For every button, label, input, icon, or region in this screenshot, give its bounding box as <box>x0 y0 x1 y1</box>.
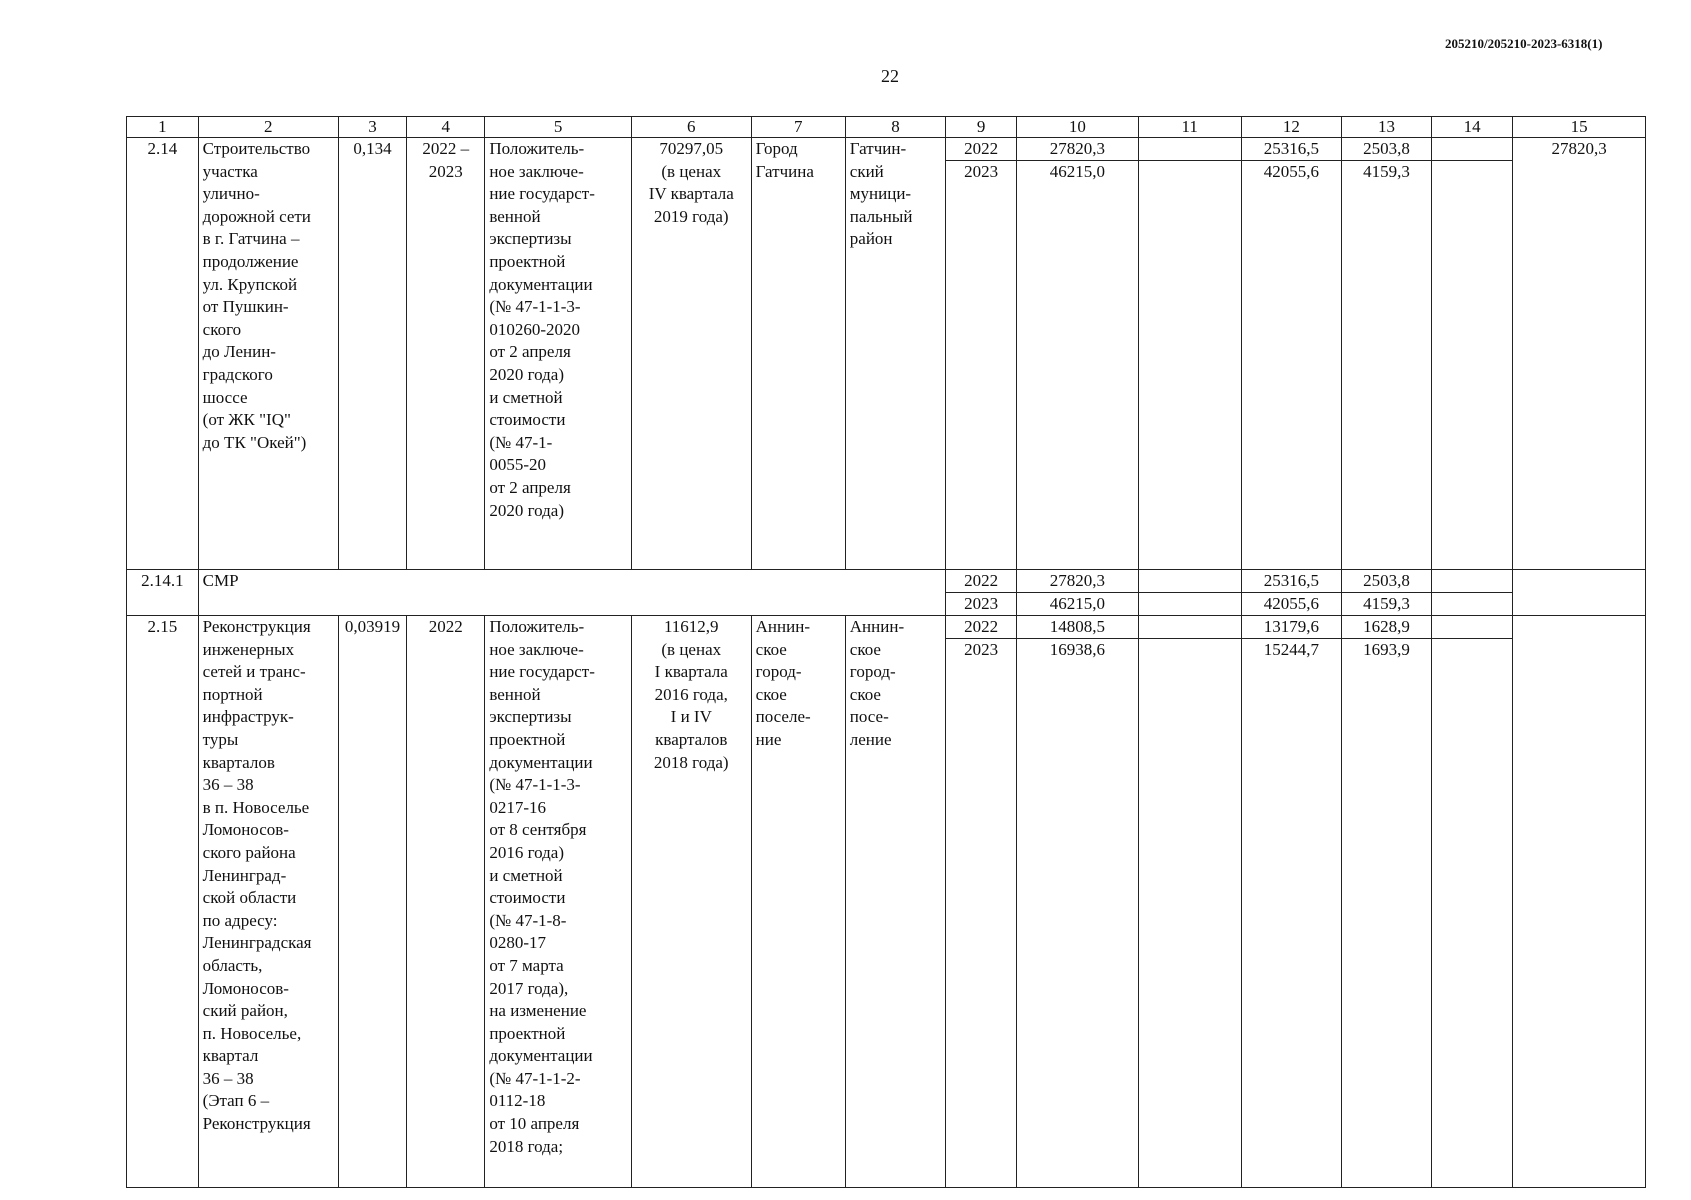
value-cell: 27820,3 <box>1016 570 1138 593</box>
row-number: 2.14.1 <box>127 570 199 616</box>
value-cell <box>1138 570 1241 593</box>
table-row <box>127 616 1646 639</box>
capacity: 0,03919 <box>338 616 406 1188</box>
total-cell <box>1513 570 1646 616</box>
value-cell: 42055,6 <box>1241 161 1342 570</box>
district: Гатчин- ский муници- пальный район <box>845 138 946 570</box>
col-header: 12 <box>1241 117 1342 138</box>
value-cell <box>1431 593 1512 616</box>
year-cell: 2023 <box>946 593 1017 616</box>
col-header: 10 <box>1016 117 1138 138</box>
value-cell <box>1431 639 1512 1188</box>
value-cell <box>1138 138 1241 161</box>
value-cell <box>1431 616 1512 639</box>
value-cell <box>1138 161 1241 570</box>
period: 2022 <box>407 616 485 1188</box>
value-cell: 42055,6 <box>1241 593 1342 616</box>
col-header: 7 <box>751 117 845 138</box>
cost: 11612,9 (в ценах I квартала 2016 года, I и IV кварталов 2018 года) <box>631 616 751 1188</box>
value-cell <box>1138 593 1241 616</box>
value-cell: 25316,5 <box>1241 570 1342 593</box>
table-row <box>127 138 1646 161</box>
value-cell <box>1431 161 1512 570</box>
period: 2022 – 2023 <box>407 138 485 570</box>
year-cell: 2023 <box>946 639 1017 1188</box>
row-number: 2.15 <box>127 616 199 1188</box>
value-cell: 4159,3 <box>1342 161 1432 570</box>
total-cell <box>1513 616 1646 1188</box>
table-frame <box>126 116 1646 1156</box>
expertise: Положитель- ное заключе- ние государст- венной экспертизы проектной документации (№ 47-1-1-3- 0217-16 от 8 сентября 2016 года) и сметной стоимости (№ 47-1-8- 0280-17 от 7 марта 2017 года), на изменение проектной документации (№ 47-1-1-2- 0112-18 от 10 апреля 2018 года; <box>485 616 632 1188</box>
cost: 70297,05 (в ценах IV квартала 2019 года) <box>631 138 751 570</box>
col-header: 1 <box>127 117 199 138</box>
value-cell: 46215,0 <box>1016 593 1138 616</box>
col-header: 15 <box>1513 117 1646 138</box>
value-cell: 4159,3 <box>1342 593 1432 616</box>
col-header: 8 <box>845 117 946 138</box>
object-name: СМР <box>198 570 946 616</box>
page-number: 22 <box>881 66 899 86</box>
value-cell: 13179,6 <box>1241 616 1342 639</box>
document-id: 205210/205210-2023-6318(1) <box>1445 36 1603 51</box>
col-header: 13 <box>1342 117 1432 138</box>
value-cell: 27820,3 <box>1016 138 1138 161</box>
data-table <box>126 116 1646 1188</box>
year-cell: 2022 <box>946 138 1017 161</box>
col-header: 2 <box>198 117 338 138</box>
expertise: Положитель- ное заключе- ние государст- венной экспертизы проектной документации (№ 47-1-1-3- 010260-2020 от 2 апреля 2020 года) и сметной стоимости (№ 47-1- 0055-20 от 2 апреля 2020 года) <box>485 138 632 570</box>
value-cell <box>1431 138 1512 161</box>
object-name: Строительство участка улично- дорожной сети в г. Гатчина – продолжение ул. Крупской от Пушкин- ского до Ленин- градского шоссе (от ЖК "IQ" до ТК "Окей") <box>198 138 338 570</box>
col-header: 6 <box>631 117 751 138</box>
value-cell: 15244,7 <box>1241 639 1342 1188</box>
year-cell: 2023 <box>946 161 1017 570</box>
value-cell: 1628,9 <box>1342 616 1432 639</box>
value-cell <box>1138 639 1241 1188</box>
row-number: 2.14 <box>127 138 199 570</box>
table-row <box>127 570 1646 593</box>
col-header: 14 <box>1431 117 1512 138</box>
value-cell: 14808,5 <box>1016 616 1138 639</box>
value-cell: 1693,9 <box>1342 639 1432 1188</box>
value-cell: 16938,6 <box>1016 639 1138 1188</box>
col-header: 11 <box>1138 117 1241 138</box>
value-cell: 2503,8 <box>1342 138 1432 161</box>
col-header: 9 <box>946 117 1017 138</box>
object-name: Реконструкция инженерных сетей и транс- портной инфраструк- туры кварталов 36 – 38 в п. Новоселье Ломоносов- ского района Ленинград- ской области по адресу: Ленинградская область, Ломоносов- ский район, п. Новоселье, квартал 36 – 38 (Этап 6 – Реконструкция <box>198 616 338 1188</box>
col-header: 5 <box>485 117 632 138</box>
year-cell: 2022 <box>946 570 1017 593</box>
value-cell <box>1138 616 1241 639</box>
value-cell <box>1431 570 1512 593</box>
year-cell: 2022 <box>946 616 1017 639</box>
header-row <box>127 117 1646 138</box>
col-header: 3 <box>338 117 406 138</box>
col-header: 4 <box>407 117 485 138</box>
value-cell: 46215,0 <box>1016 161 1138 570</box>
district: Аннин- ское город- ское посе- ление <box>845 616 946 1188</box>
capacity: 0,134 <box>338 138 406 570</box>
value-cell: 2503,8 <box>1342 570 1432 593</box>
settlement: Город Гатчина <box>751 138 845 570</box>
settlement: Аннин- ское город- ское поселе- ние <box>751 616 845 1188</box>
value-cell: 25316,5 <box>1241 138 1342 161</box>
total-cell: 27820,3 <box>1513 138 1646 570</box>
